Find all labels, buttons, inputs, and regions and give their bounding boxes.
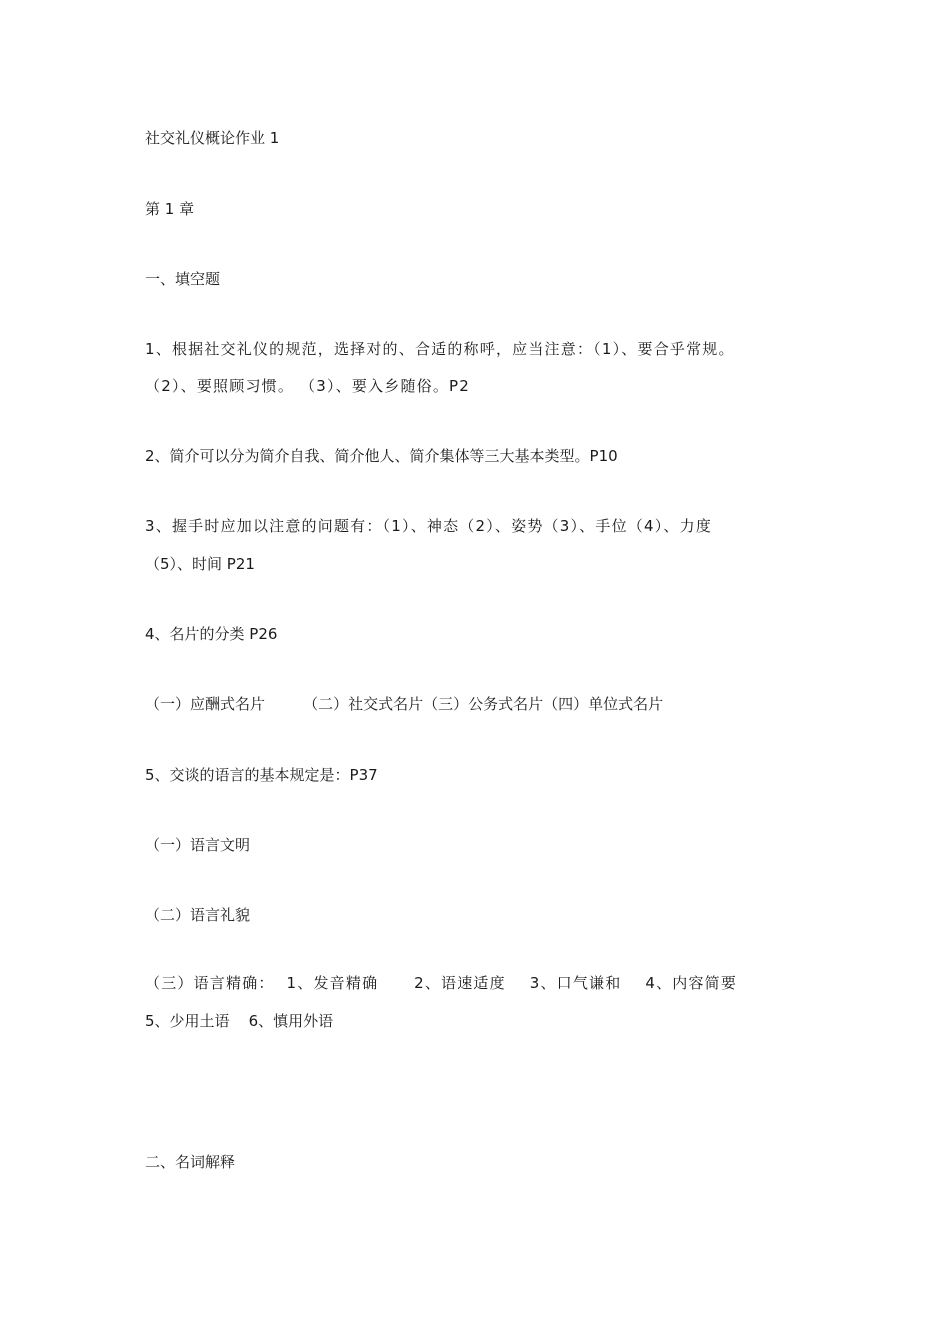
section-heading-terms: 二、名词解释 bbox=[145, 1153, 236, 1171]
question-5: 5、交谈的语言的基本规定是：P37 bbox=[145, 766, 378, 784]
question-5-answer-3-line-2: 5、少用土语 6、慎用外语 bbox=[145, 1012, 334, 1030]
question-1-line-2: （2）、要照顾习惯。 （3）、要入乡随俗。P2 bbox=[145, 377, 471, 395]
question-3-line-2: （5）、时间 P21 bbox=[145, 555, 255, 573]
question-3-line-1: 3、握手时应加以注意的问题有：（1）、神态（2）、姿势（3）、手位（4）、力度 bbox=[145, 517, 713, 535]
question-1-line-1: 1、根据社交礼仪的规范，选择对的、合适的称呼，应当注意：（1）、要合乎常规。 bbox=[145, 340, 735, 358]
question-5-answer-3-line-1: （三）语言精确： 1、发音精确 2、语速适度 3、口气谦和 4、内容简要 bbox=[145, 974, 738, 992]
document-title: 社交礼仪概论作业 1 bbox=[145, 129, 280, 147]
question-2: 2、简介可以分为简介自我、简介他人、简介集体等三大基本类型。P10 bbox=[145, 447, 618, 465]
question-4: 4、名片的分类 P26 bbox=[145, 625, 278, 643]
question-5-answer-1: （一）语言文明 bbox=[145, 836, 251, 854]
question-4-answer: （一）应酬式名片 （二）社交式名片（三）公务式名片（四）单位式名片 bbox=[145, 695, 664, 713]
chapter-heading: 第 1 章 bbox=[145, 200, 195, 218]
question-5-answer-2: （二）语言礼貌 bbox=[145, 906, 251, 924]
section-heading-fill-in: 一、填空题 bbox=[145, 270, 221, 288]
